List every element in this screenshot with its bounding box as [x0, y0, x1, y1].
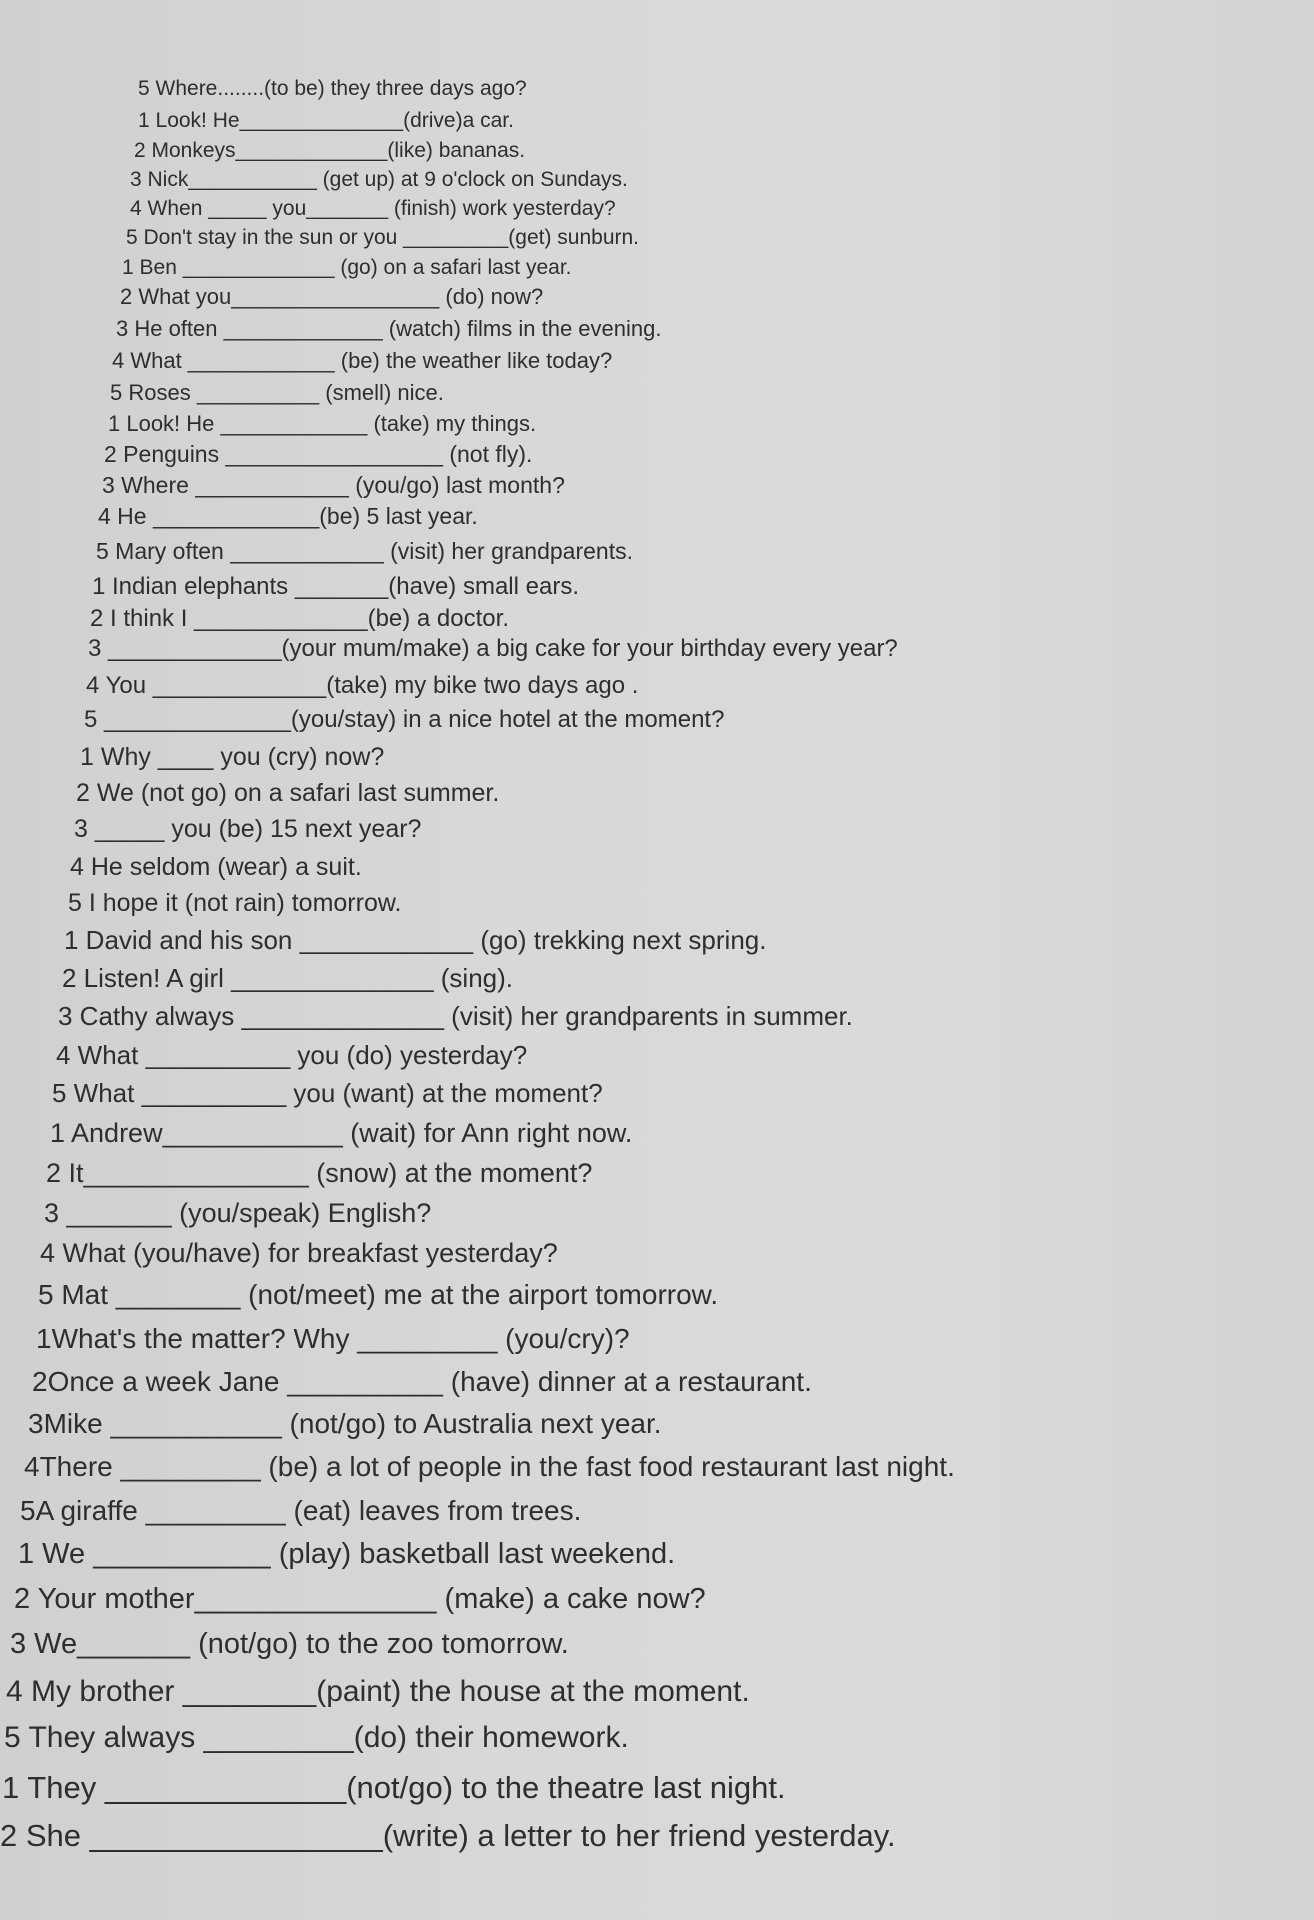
- exercise-line: 2Once a week Jane __________ (have) dinner at a restaurant.: [32, 1366, 812, 1397]
- exercise-line: 3 He often _____________ (watch) films in the evening.: [116, 316, 662, 341]
- exercise-line: 2 Monkeys_____________(like) bananas.: [134, 139, 526, 162]
- exercise-line: 5 Where........(to be) they three days ago?: [138, 77, 527, 100]
- exercise-line: 1 Ben _____________ (go) on a safari last year.: [122, 256, 572, 279]
- exercise-line: 1 We ___________ (play) basketball last weekend.: [18, 1538, 676, 1570]
- exercise-line: 2 She _________________(write) a letter to her friend yesterday.: [0, 1818, 896, 1853]
- exercise-line: 2 Listen! A girl ______________ (sing).: [62, 963, 514, 993]
- exercise-line: 3 Cathy always ______________ (visit) her grandparents in summer.: [58, 1001, 853, 1031]
- exercise-line: 4 What __________ you (do) yesterday?: [56, 1040, 528, 1070]
- exercise-line: 1 Indian elephants _______(have) small ears.: [92, 573, 579, 600]
- exercise-line: 1 Why ____ you (cry) now?: [80, 743, 385, 771]
- exercise-line: 1 David and his son ____________ (go) trekking next spring.: [64, 925, 767, 955]
- exercise-line: 5 They always _________(do) their homework.: [4, 1721, 629, 1754]
- exercise-line: 3 _____________(your mum/make) a big cake for your birthday every year?: [88, 635, 898, 662]
- exercise-line: 5 Don't stay in the sun or you _________(get) sunburn.: [126, 226, 640, 249]
- exercise-line: 3 _____ you (be) 15 next year?: [74, 815, 422, 843]
- exercise-line: 5 I hope it (not rain) tomorrow.: [68, 889, 402, 917]
- exercise-line: 3Mike ___________ (not/go) to Australia next year.: [28, 1408, 662, 1439]
- exercise-line: 3 _______ (you/speak) English?: [44, 1198, 432, 1228]
- exercise-line: 2 What you_________________ (do) now?: [120, 284, 544, 309]
- exercise-line: 1 Andrew____________ (wait) for Ann right now.: [50, 1118, 633, 1148]
- exercise-line: 2 Your mother_______________ (make) a cake now?: [14, 1583, 706, 1615]
- exercise-line: 2 We (not go) on a safari last summer.: [76, 779, 500, 807]
- exercise-line: 4 What (you/have) for breakfast yesterday?: [40, 1238, 558, 1268]
- exercise-line: 4 He seldom (wear) a suit.: [70, 853, 362, 881]
- exercise-line: 4 You _____________(take) my bike two days ago .: [86, 672, 639, 699]
- exercise-line: 5 Mary often ____________ (visit) her grandparents.: [96, 538, 633, 564]
- exercise-line: 4There _________ (be) a lot of people in the fast food restaurant last night.: [24, 1451, 955, 1482]
- exercise-line: 5 Roses __________ (smell) nice.: [110, 380, 444, 405]
- exercise-line: 5 What __________ you (want) at the moment?: [52, 1078, 603, 1108]
- exercise-line: 2 Penguins _________________ (not fly).: [104, 441, 533, 467]
- exercise-line: 4 He _____________(be) 5 last year.: [98, 503, 478, 529]
- exercise-line: 4 What ____________ (be) the weather like today?: [112, 348, 613, 373]
- exercise-line: 2 I think I _____________(be) a doctor.: [90, 605, 509, 632]
- exercise-line: 1What's the matter? Why _________ (you/cry)?: [36, 1323, 630, 1354]
- exercise-line: 2 It_______________ (snow) at the moment?: [46, 1158, 593, 1188]
- exercise-line: 5 Mat ________ (not/meet) me at the airport tomorrow.: [38, 1279, 719, 1310]
- exercise-line: 3 Where ____________ (you/go) last month?: [102, 472, 565, 498]
- exercise-line: 3 Nick___________ (get up) at 9 o'clock on Sundays.: [130, 168, 628, 191]
- exercise-line: 1 Look! He ____________ (take) my things.: [108, 411, 537, 436]
- exercise-line: 4 When _____ you_______ (finish) work yesterday?: [130, 197, 616, 220]
- exercise-line: 4 My brother ________(paint) the house at the moment.: [6, 1675, 750, 1708]
- exercise-line: 1 Look! He______________(drive)a car.: [138, 109, 514, 132]
- exercise-line: 1 They ______________(not/go) to the theatre last night.: [2, 1770, 786, 1805]
- exercise-line: 5A giraffe _________ (eat) leaves from trees.: [20, 1495, 582, 1526]
- exercise-line: 5 ______________(you/stay) in a nice hotel at the moment?: [84, 706, 725, 733]
- exercise-line: 3 We_______ (not/go) to the zoo tomorrow.: [10, 1628, 569, 1660]
